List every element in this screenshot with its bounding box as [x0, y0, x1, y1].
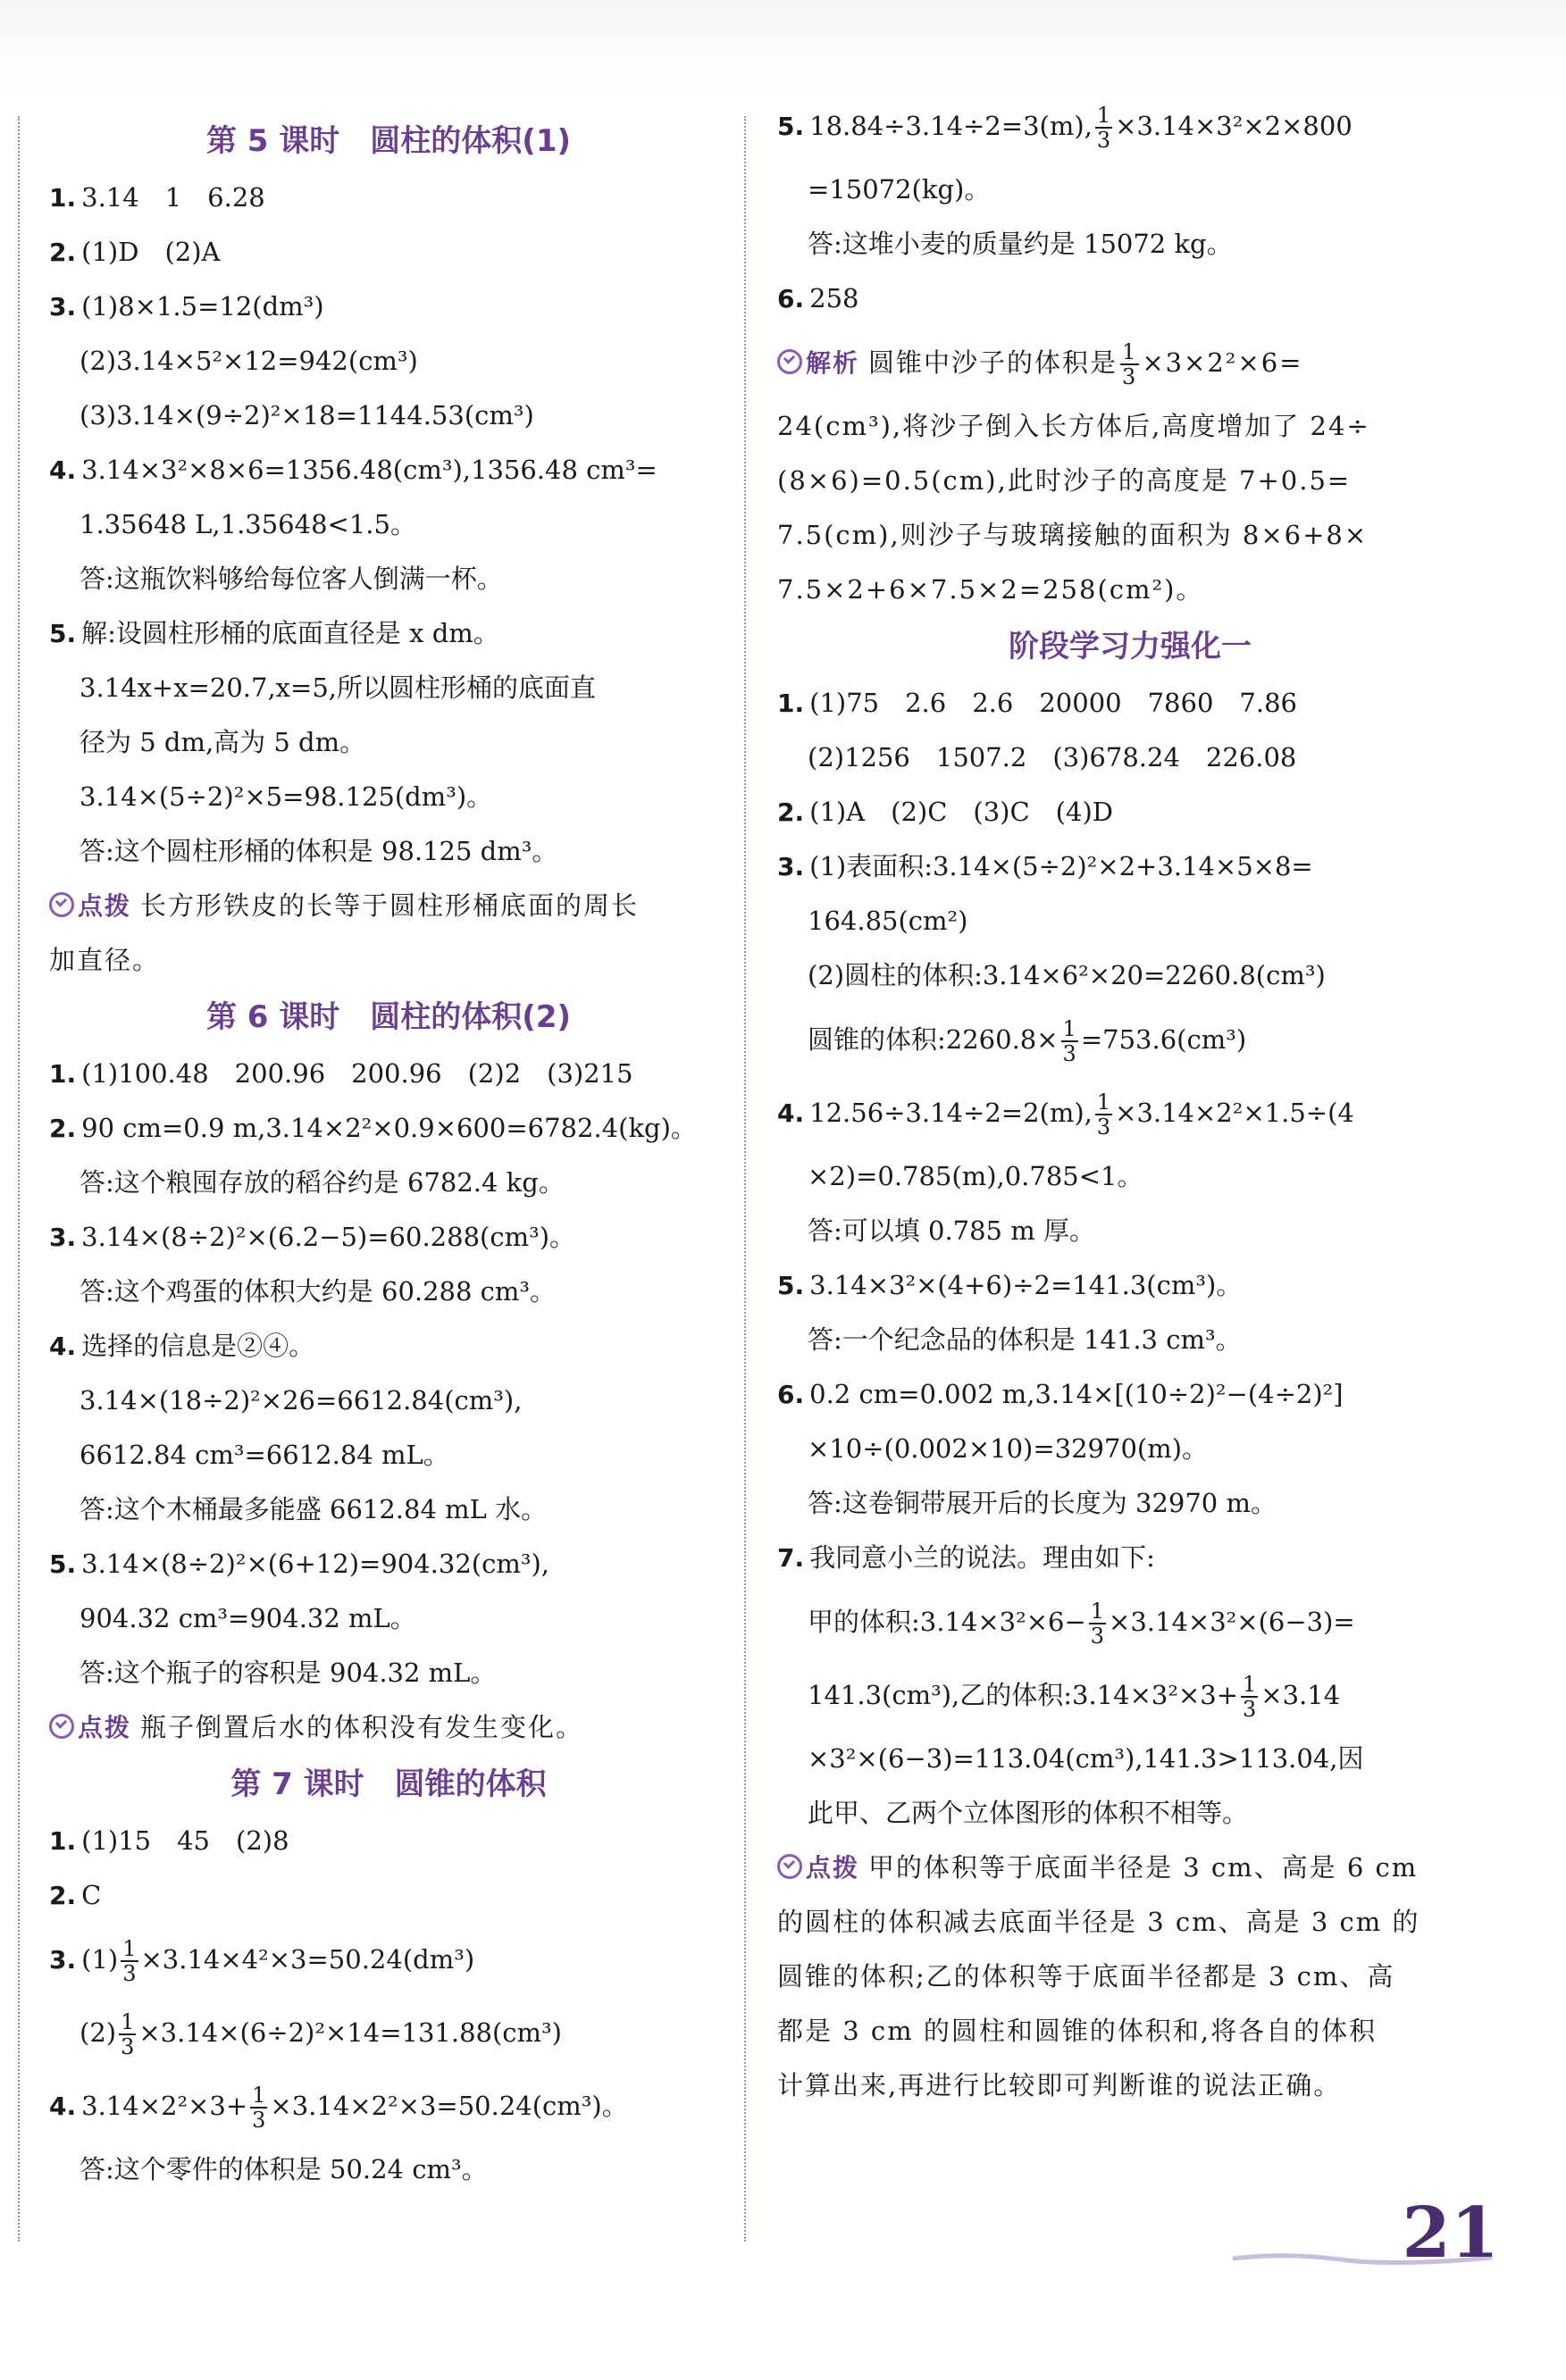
answer-line [49, 1047, 728, 1101]
answer-line: 答:这堆小麦的质量约是 15072 kg。 [808, 229, 1233, 259]
denominator: 3 [1096, 1115, 1111, 1140]
answer-text: (2) [80, 2017, 117, 2048]
answer-line: (3)3.14×(9÷2)²×18=1144.53(cm³) [80, 400, 534, 430]
numerator: 1 [1090, 1599, 1105, 1624]
numerator: 1 [1096, 1090, 1111, 1115]
answer-line [49, 1319, 728, 1374]
item-number: 3. [49, 1223, 77, 1252]
answer-line: 答:这个粮囤存放的稻谷约是 6782.4 kg。 [80, 1167, 565, 1198]
section-heading: 第 5 课时 圆柱的体积(1) [205, 123, 572, 159]
answer-text: C [81, 1880, 102, 1910]
tip-text: 瓶子倒置后水的体积没有发生变化。 [140, 1712, 584, 1742]
answer-line [49, 280, 728, 334]
denominator: 3 [1096, 128, 1111, 153]
answer-text: 3.14×3²×8×6=1356.48(cm³),1356.48 cm³= [81, 455, 657, 485]
answer-line [49, 1868, 728, 1923]
tip-line [49, 879, 728, 933]
answer-line: 答:这个零件的体积是 50.24 cm³。 [80, 2154, 488, 2184]
answer-line: ×2)=0.785(m),0.785<1。 [808, 1161, 1143, 1191]
answer-line [777, 1003, 1483, 1076]
tip-tag [49, 879, 131, 933]
denominator: 3 [1062, 1041, 1076, 1066]
left-margin-divider [18, 116, 20, 2242]
answer-text: (1)A (2)C (3)C (4)D [809, 797, 1114, 827]
answer-text: ×3.14×(6÷2)²×14=131.88(cm³) [138, 2017, 562, 2048]
item-number: 2. [49, 238, 77, 267]
item-number: 4. [49, 1332, 77, 1361]
tip-label: 点拨 [78, 891, 132, 921]
answer-line [777, 1531, 1483, 1585]
tip-tag [777, 1841, 859, 1895]
item-number: 6. [777, 284, 805, 313]
analysis-line: 7.5(cm),则沙子与玻璃接触的面积为 8×6+8× [777, 520, 1369, 550]
answer-text: (1) [81, 1944, 119, 1975]
item-number: 2. [49, 1114, 77, 1143]
answer-text: ×3.14×3²×2×800 [1115, 111, 1352, 141]
answer-line [777, 1367, 1483, 1422]
fraction [121, 1937, 138, 1985]
answer-line [49, 225, 728, 280]
answer-line: (2)1256 1507.2 (3)678.24 226.08 [808, 742, 1297, 772]
answer-line [49, 1814, 728, 1868]
tip-text: 长方形铁皮的长等于圆柱形桶底面的周长 [140, 890, 640, 921]
right-column [777, 89, 1483, 2113]
fraction [1089, 1599, 1106, 1648]
answer-line: 答:这个圆柱形桶的体积是 98.125 dm³。 [80, 836, 558, 866]
item-number: 7. [777, 1543, 805, 1573]
item-number: 5. [49, 619, 77, 648]
top-band [0, 0, 1566, 98]
tip-line: 计算出来,再进行比较即可判断谁的说法正确。 [777, 2070, 1342, 2100]
item-number: 4. [49, 455, 77, 485]
answer-line: ×10÷(0.002×10)=32970(m)。 [808, 1433, 1209, 1464]
answer-line [49, 443, 728, 497]
answer-text: 18.84÷3.14÷2=3(m), [809, 111, 1093, 141]
tip-line: 加直径。 [49, 945, 161, 975]
numerator: 1 [121, 2009, 135, 2034]
answer-line [49, 1996, 728, 2069]
numerator: 1 [1062, 1016, 1076, 1041]
item-number: 3. [777, 852, 805, 881]
answer-line [49, 1923, 728, 1996]
answer-line: 6612.84 cm³=6612.84 mL。 [80, 1440, 449, 1470]
item-number: 1. [49, 1059, 77, 1089]
numerator: 1 [1122, 339, 1138, 364]
answer-text: 3.14×(8÷2)²×(6+12)=904.32(cm³), [81, 1549, 550, 1579]
answer-line: 答:这瓶饮料够给每位客人倒满一杯。 [80, 564, 503, 594]
tip-icon [49, 1714, 74, 1739]
answer-line: 164.85(cm²) [808, 906, 968, 936]
fraction [1241, 1673, 1258, 1721]
analysis-line: 24(cm³),将沙子倒入长方体后,高度增加了 24÷ [777, 411, 1370, 441]
answer-text: =753.6(cm³) [1080, 1024, 1247, 1055]
answer-line: 答:这卷铜带展开后的长度为 32970 m。 [808, 1488, 1277, 1518]
answer-line [777, 89, 1483, 163]
tip-label: 点拨 [78, 1713, 132, 1742]
answer-line: 此甲、乙两个立体图形的体积不相等。 [808, 1798, 1249, 1828]
answer-text: 3.14×2²×3+ [81, 2091, 248, 2121]
numerator: 1 [252, 2083, 266, 2108]
answer-line [777, 1658, 1483, 1732]
item-number: 4. [49, 2092, 77, 2121]
section-heading: 第 7 课时 圆锥的体积 [230, 1766, 547, 1802]
answer-line: (2)圆柱的体积:3.14×6²×20=2260.8(cm³) [808, 960, 1326, 990]
denominator: 3 [1090, 1624, 1105, 1649]
answer-line: 答:一个纪念品的体积是 141.3 cm³。 [808, 1324, 1242, 1355]
fraction [250, 2084, 267, 2132]
item-number: 2. [49, 1881, 77, 1910]
answer-text: ×3.14×4²×3=50.24(dm³) [140, 1944, 475, 1975]
tip-line [777, 1841, 1483, 1895]
answer-text: 3.14 1 6.28 [81, 182, 265, 213]
answer-text: 选择的信息是②④。 [81, 1331, 315, 1361]
tip-label: 点拨 [806, 1853, 860, 1883]
tip-line: 的圆柱的体积减去底面半径是 3 cm、高是 3 cm 的 [777, 1907, 1420, 1937]
answer-line [777, 271, 1483, 326]
answer-line: ×3²×(6−3)=113.04(cm³),141.3>113.04,因 [808, 1743, 1364, 1774]
item-number: 3. [49, 1945, 77, 1975]
answer-line [49, 2069, 728, 2142]
answer-line [777, 839, 1483, 894]
section-heading: 第 6 课时 圆柱的体积(2) [205, 999, 572, 1035]
item-number: 2. [777, 798, 805, 827]
tip-icon [777, 1854, 802, 1879]
answer-line: 答:可以填 0.785 m 厚。 [808, 1215, 1095, 1246]
answer-line [49, 606, 728, 661]
tip-line [49, 1700, 728, 1755]
fraction [119, 2010, 136, 2058]
tip-text: 甲的体积等于底面半径是 3 cm、高是 6 cm [868, 1852, 1419, 1883]
answer-text: (1)75 2.6 2.6 20000 7860 7.86 [809, 688, 1297, 718]
denominator: 3 [1243, 1697, 1257, 1722]
analysis-label: 解析 [806, 348, 860, 378]
denominator: 3 [122, 1961, 137, 1986]
analysis-tag [777, 327, 859, 400]
answer-text: 我同意小兰的说法。理由如下: [809, 1542, 1155, 1573]
item-number: 1. [49, 1826, 77, 1856]
answer-line [777, 1258, 1483, 1313]
answer-text: ×3.14×2²×3=50.24(cm³)。 [270, 2091, 628, 2121]
tip-line: 圆锥的体积;乙的体积等于底面半径都是 3 cm、高 [777, 1961, 1395, 1992]
answer-text: 3.14×3²×(4+6)÷2=141.3(cm³)。 [809, 1270, 1243, 1300]
item-number: 4. [777, 1098, 805, 1128]
answer-text: 90 cm=0.9 m,3.14×2²×0.9×600=6782.4(kg)。 [81, 1113, 697, 1143]
answer-line: =15072(kg)。 [808, 174, 991, 205]
tip-icon [49, 892, 74, 917]
analysis-line: (8×6)=0.5(cm),此时沙子的高度是 7+0.5= [777, 465, 1352, 496]
answer-text: 解:设圆柱形桶的底面直径是 x dm。 [81, 618, 499, 648]
answer-line: (2)3.14×5²×12=942(cm³) [80, 346, 418, 376]
denominator: 3 [1122, 364, 1138, 389]
answer-text: ×3.14 [1260, 1680, 1341, 1710]
answer-text: (1)表面积:3.14×(5÷2)²×2+3.14×5×8= [809, 851, 1313, 881]
analysis-icon [777, 349, 802, 374]
answer-line: 904.32 cm³=904.32 mL。 [80, 1603, 416, 1633]
answer-line: 3.14×(18÷2)²×26=6612.84(cm³), [80, 1385, 523, 1415]
answer-line [49, 1101, 728, 1156]
answer-text: ×3.14×2²×1.5÷(4 [1115, 1098, 1354, 1128]
answer-line: 答:这个木桶最多能盛 6612.84 mL 水。 [80, 1494, 548, 1524]
item-number: 5. [777, 1271, 805, 1300]
numerator: 1 [1243, 1672, 1257, 1697]
fraction [1095, 104, 1112, 152]
answer-text: 甲的体积:3.14×3²×6− [808, 1607, 1086, 1637]
answer-text: (1)100.48 200.96 200.96 (2)2 (3)215 [81, 1058, 633, 1089]
answer-text: ×3.14×3²×(6−3)= [1109, 1607, 1355, 1637]
item-number: 6. [777, 1380, 805, 1409]
answer-text: (1)8×1.5=12(dm³) [81, 291, 324, 322]
answer-line: 3.14×(5÷2)²×5=98.125(dm³)。 [80, 781, 493, 812]
tip-line: 都是 3 cm 的圆柱和圆锥的体积和,将各自的体积 [777, 2016, 1378, 2046]
numerator: 1 [122, 1936, 137, 1961]
analysis-text: 圆锥中沙子的体积是 [868, 347, 1118, 378]
item-number: 5. [777, 112, 805, 141]
fraction [1120, 340, 1139, 388]
answer-text: (1)D (2)A [81, 237, 221, 267]
answer-line [777, 785, 1483, 839]
answer-text: 3.14×(8÷2)²×(6.2−5)=60.288(cm³)。 [81, 1222, 576, 1252]
answer-line [49, 171, 728, 225]
column-divider [744, 116, 746, 2242]
answer-line: 1.35648 L,1.35648<1.5。 [80, 509, 416, 539]
answer-line: 答:这个鸡蛋的体积大约是 60.288 cm³。 [80, 1276, 557, 1307]
analysis-line: 7.5×2+6×7.5×2=258(cm²)。 [777, 574, 1204, 605]
item-number: 1. [49, 183, 77, 213]
answer-line [777, 1076, 1483, 1149]
answer-text: 12.56÷3.14÷2=2(m), [809, 1098, 1093, 1128]
fraction [1095, 1090, 1112, 1139]
left-column [49, 112, 728, 2197]
item-number: 3. [49, 292, 77, 322]
answer-line [49, 1210, 728, 1265]
answer-line: 3.14x+x=20.7,x=5,所以圆柱形桶的底面直 [80, 672, 596, 703]
item-number: 1. [777, 689, 805, 718]
item-number: 5. [49, 1549, 77, 1579]
answer-text: (1)15 45 (2)8 [81, 1825, 289, 1856]
numerator: 1 [1096, 103, 1111, 128]
answer-line: 答:这个瓶子的容积是 904.32 mL。 [80, 1658, 497, 1688]
tip-tag [49, 1700, 131, 1755]
analysis-line [777, 326, 1483, 399]
answer-text: 258 [809, 283, 859, 313]
analysis-text: ×3×2²×6= [1142, 347, 1303, 378]
answer-line: 径为 5 dm,高为 5 dm。 [80, 727, 366, 757]
section-heading: 阶段学习力强化一 [1009, 629, 1252, 664]
denominator: 3 [121, 2034, 135, 2059]
answer-line [777, 1585, 1483, 1658]
answer-text: 圆锥的体积:2260.8× [808, 1024, 1059, 1055]
page-number: 21 [1402, 2192, 1499, 2274]
answer-text: 0.2 cm=0.002 m,3.14×[(10÷2)²−(4÷2)²] [809, 1379, 1344, 1409]
fraction [1061, 1017, 1078, 1065]
denominator: 3 [252, 2108, 266, 2133]
answer-line [777, 676, 1483, 731]
answer-text: 141.3(cm³),乙的体积:3.14×3²×3+ [808, 1680, 1238, 1710]
answer-line [49, 1537, 728, 1591]
